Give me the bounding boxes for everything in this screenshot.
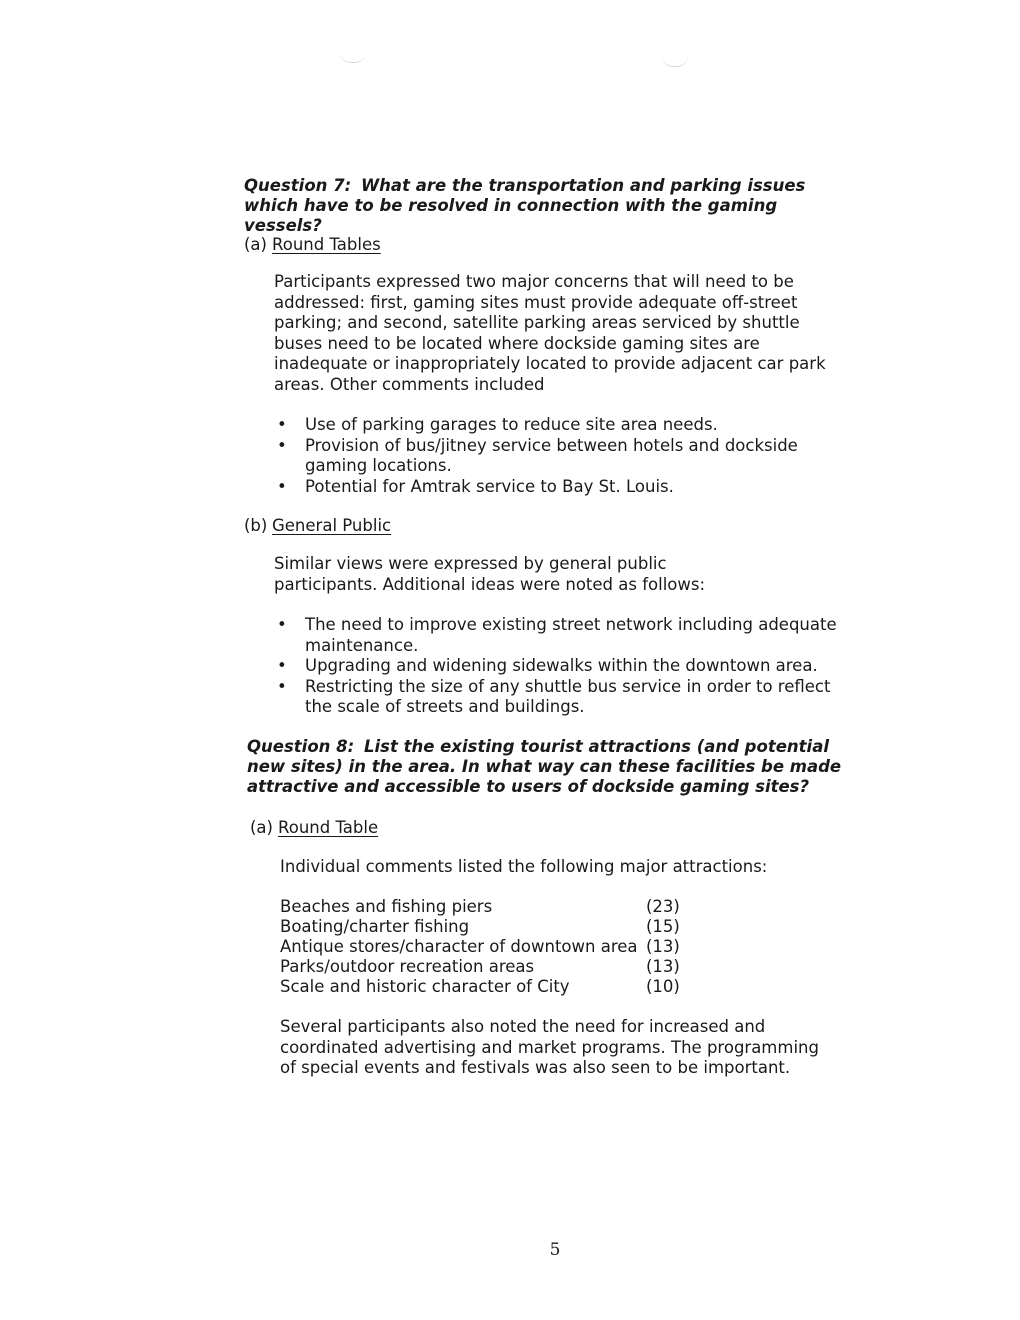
attraction-name: Scale and historic character of City bbox=[280, 977, 570, 996]
table-row bbox=[280, 897, 696, 917]
q7-section-b-heading bbox=[244, 516, 391, 536]
table-row bbox=[280, 977, 696, 997]
question-8-text: List the existing tourist attractions (and potential new sites) in the area. In what way can these facilities be made attractive and accessible to users of dockside gaming sites? bbox=[247, 737, 842, 796]
section-marker: (a) bbox=[250, 818, 273, 837]
section-title: Round Table bbox=[278, 818, 379, 837]
section-title: Round Tables bbox=[272, 235, 381, 254]
page-number: 5 bbox=[549, 1240, 561, 1260]
list-item: • Upgrading and widening sidewalks within the downtown area. bbox=[274, 656, 854, 677]
q8-section-a-heading bbox=[250, 818, 378, 838]
list-item: • Provision of bus/jitney service between hotels and dockside gaming locations. bbox=[274, 436, 854, 477]
attraction-count: (15) bbox=[646, 917, 680, 936]
question-7-label: Question 7: bbox=[244, 176, 352, 195]
q7-section-a-bullets bbox=[274, 415, 854, 497]
question-8 bbox=[247, 737, 847, 797]
q7-section-a-paragraph: Participants expressed two major concerns that will need to be addressed: first, gaming sites must provide adequate off-street parking; and second, satellite parking areas serviced by shuttle buses need to be located where dockside gaming sites are inadequate or inappropriately located to provide adjacent car park areas. Other comments included bbox=[274, 272, 826, 394]
table-row bbox=[280, 937, 696, 957]
attraction-count: (13) bbox=[646, 957, 680, 976]
question-8-label: Question 8: bbox=[247, 737, 355, 756]
attraction-name: Boating/charter fishing bbox=[280, 917, 470, 936]
q7-section-b-bullets bbox=[274, 615, 854, 718]
question-7-text: What are the transportation and parking issues which have to be resolved in connection with the gaming vessels? bbox=[244, 176, 806, 235]
table-row bbox=[280, 917, 696, 937]
attraction-count: (10) bbox=[646, 977, 680, 996]
attraction-count: (23) bbox=[646, 897, 680, 916]
list-item: • The need to improve existing street network including adequate maintenance. bbox=[274, 615, 854, 656]
table-row bbox=[280, 957, 696, 977]
section-marker: (a) bbox=[244, 235, 267, 254]
q8-section-a-closing: Several participants also noted the need for increased and coordinated advertising and market programs. The programming of special events and festivals was also seen to be important. bbox=[280, 1017, 819, 1077]
attraction-name: Beaches and fishing piers bbox=[280, 897, 493, 916]
attractions-table bbox=[280, 897, 696, 997]
q8-section-a-intro: Individual comments listed the following major attractions: bbox=[280, 857, 768, 876]
list-item: • Use of parking garages to reduce site area needs. bbox=[274, 415, 854, 436]
q7-section-b-paragraph: Similar views were expressed by general public participants. Additional ideas were noted as follows: bbox=[274, 554, 706, 594]
scan-artifact bbox=[662, 56, 688, 67]
question-7 bbox=[244, 176, 844, 236]
attraction-name: Parks/outdoor recreation areas bbox=[280, 957, 535, 976]
list-item: • Restricting the size of any shuttle bus service in order to reflect the scale of streets and buildings. bbox=[274, 677, 854, 718]
list-item: • Potential for Amtrak service to Bay St. Louis. bbox=[274, 477, 854, 498]
scan-artifact bbox=[340, 52, 366, 63]
section-marker: (b) bbox=[244, 516, 268, 535]
attraction-name: Antique stores/character of downtown area bbox=[280, 937, 638, 956]
attraction-count: (13) bbox=[646, 937, 680, 956]
section-title: General Public bbox=[272, 516, 392, 535]
q7-section-a-heading bbox=[244, 235, 381, 255]
